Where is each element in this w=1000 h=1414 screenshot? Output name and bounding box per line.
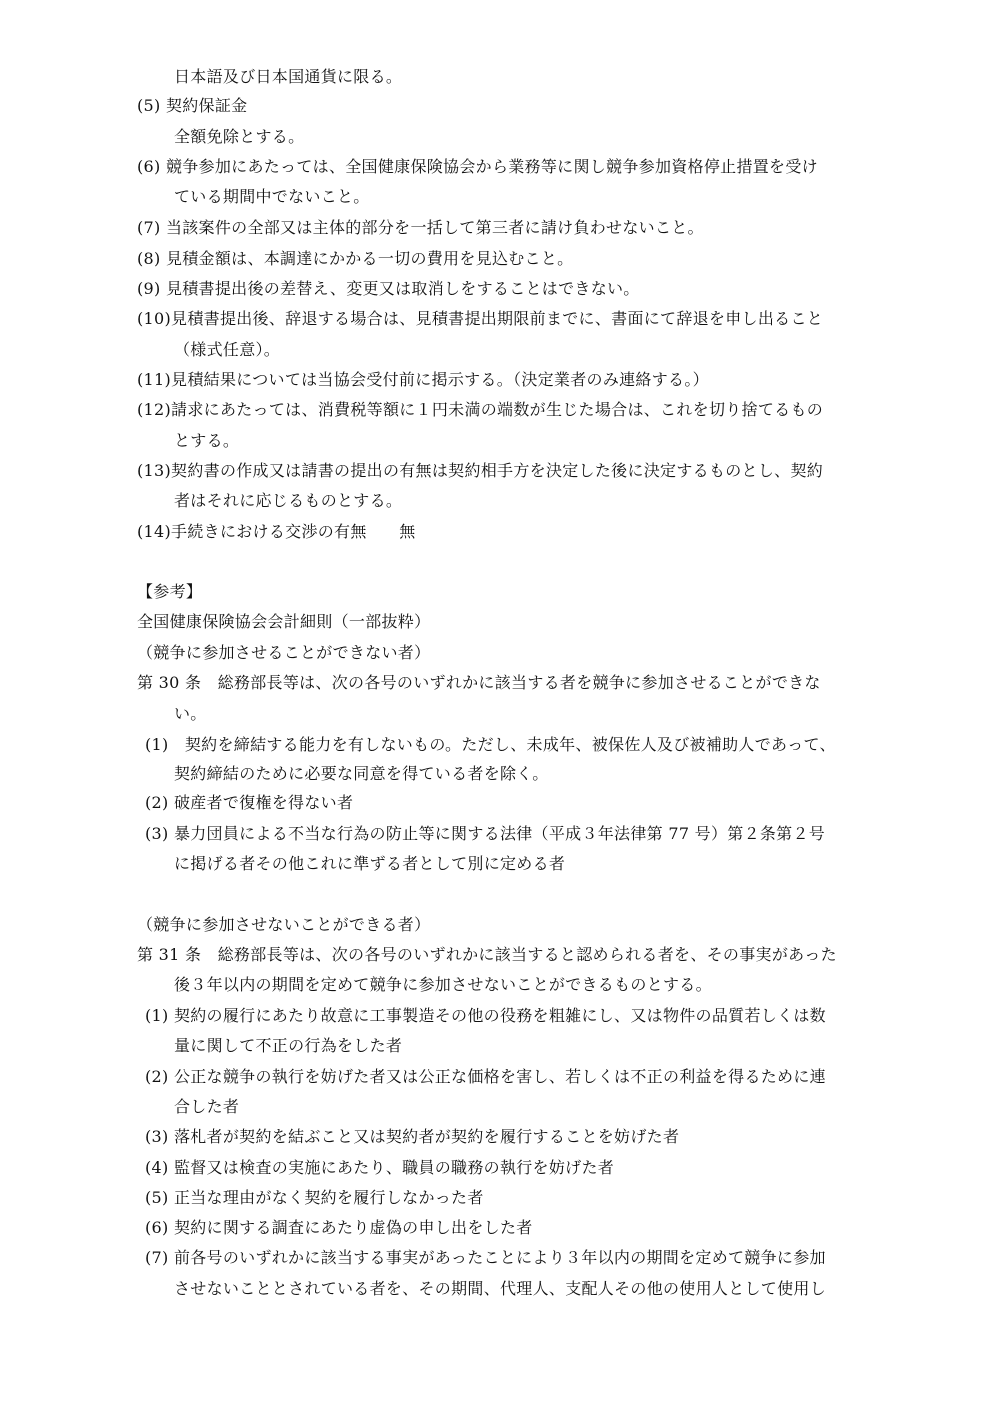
list-item: (6) 競争参加にあたっては、全国健康保険協会から業務等に関し競争参加資格停止措置を受け — [137, 157, 818, 176]
list-item: (14)手続きにおける交渉の有無 無 — [137, 522, 416, 541]
list-item: (1) 契約を締結する能力を有しないもの。ただし、未成年、被保佐人及び被補助人であって、 — [145, 735, 836, 754]
text-line: 全国健康保険協会会計細則（一部抜粋） — [137, 612, 431, 631]
list-item: (13)契約書の作成又は請書の提出の有無は契約相手方を決定した後に決定するものとし、契約 — [137, 461, 824, 480]
list-item-continuation: させないこととされている者を、その期間、代理人、支配人その他の使用人として使用し — [174, 1279, 827, 1298]
list-item: (12)請求にあたっては、消費税等額に１円未満の端数が生じた場合は、これを切り捨てるもの — [137, 400, 824, 419]
article-caption: （競争に参加させないことができる者） — [137, 915, 431, 934]
article-line-continuation: い。 — [174, 704, 207, 723]
list-item: (5) 正当な理由がなく契約を履行しなかった者 — [145, 1188, 484, 1207]
list-item: (8) 見積金額は、本調達にかかる一切の費用を見込むこと。 — [137, 249, 574, 268]
section-heading: 【参考】 — [137, 582, 203, 601]
article-line: 第 31 条 総務部長等は、次の各号のいずれかに該当すると認められる者を、その事実があった — [137, 945, 837, 964]
list-item: (4) 監督又は検査の実施にあたり、職員の職務の執行を妨げた者 — [145, 1158, 615, 1177]
list-item-continuation: 者はそれに応じるものとする。 — [174, 491, 403, 510]
list-item-continuation: （様式任意）。 — [174, 340, 281, 359]
list-item: (7) 前各号のいずれかに該当する事実があったことにより３年以内の期間を定めて競争に参加 — [145, 1248, 826, 1267]
text-line: 日本語及び日本国通貨に限る。 — [174, 67, 403, 86]
text-line: 全額免除とする。 — [174, 127, 305, 146]
list-item: (3) 暴力団員による不当な行為の防止等に関する法律（平成３年法律第 77 号）第２条第２号 — [145, 824, 826, 843]
list-item: (1) 契約の履行にあたり故意に工事製造その他の役務を粗雑にし、又は物件の品質若しくは数 — [145, 1006, 826, 1025]
list-item: (6) 契約に関する調査にあたり虚偽の申し出をした者 — [145, 1218, 533, 1237]
article-caption: （競争に参加させることができない者） — [137, 643, 431, 662]
list-item-continuation: 契約締結のために必要な同意を得ている者を除く。 — [174, 764, 549, 783]
list-item: (7) 当該案件の全部又は主体的部分を一括して第三者に請け負わせないこと。 — [137, 218, 704, 237]
list-item: (9) 見積書提出後の差替え、変更又は取消しをすることはできない。 — [137, 279, 640, 298]
list-item-continuation: 合した者 — [174, 1097, 240, 1116]
item-heading: (5) 契約保証金 — [137, 96, 248, 115]
article-line: 第 30 条 総務部長等は、次の各号のいずれかに該当する者を競争に参加させることができな — [137, 673, 821, 692]
list-item-continuation: ている期間中でないこと。 — [174, 187, 370, 206]
list-item: (10)見積書提出後、辞退する場合は、見積書提出期限前までに、書面にて辞退を申し出ること — [137, 309, 824, 328]
article-line-continuation: 後３年以内の期間を定めて競争に参加させないことができるものとする。 — [174, 975, 712, 994]
list-item: (11)見積結果については当協会受付前に掲示する。（決定業者のみ連絡する。） — [137, 370, 709, 389]
list-item: (2) 破産者で復権を得ない者 — [145, 793, 354, 812]
list-item: (3) 落札者が契約を結ぶこと又は契約者が契約を履行することを妨げた者 — [145, 1127, 680, 1146]
list-item-continuation: 量に関して不正の行為をした者 — [174, 1036, 403, 1055]
list-item-continuation: に掲げる者その他これに準ずる者として別に定める者 — [174, 854, 566, 873]
list-item: (2) 公正な競争の執行を妨げた者又は公正な価格を害し、若しくは不正の利益を得るために連 — [145, 1067, 826, 1086]
list-item-continuation: とする。 — [174, 431, 240, 450]
